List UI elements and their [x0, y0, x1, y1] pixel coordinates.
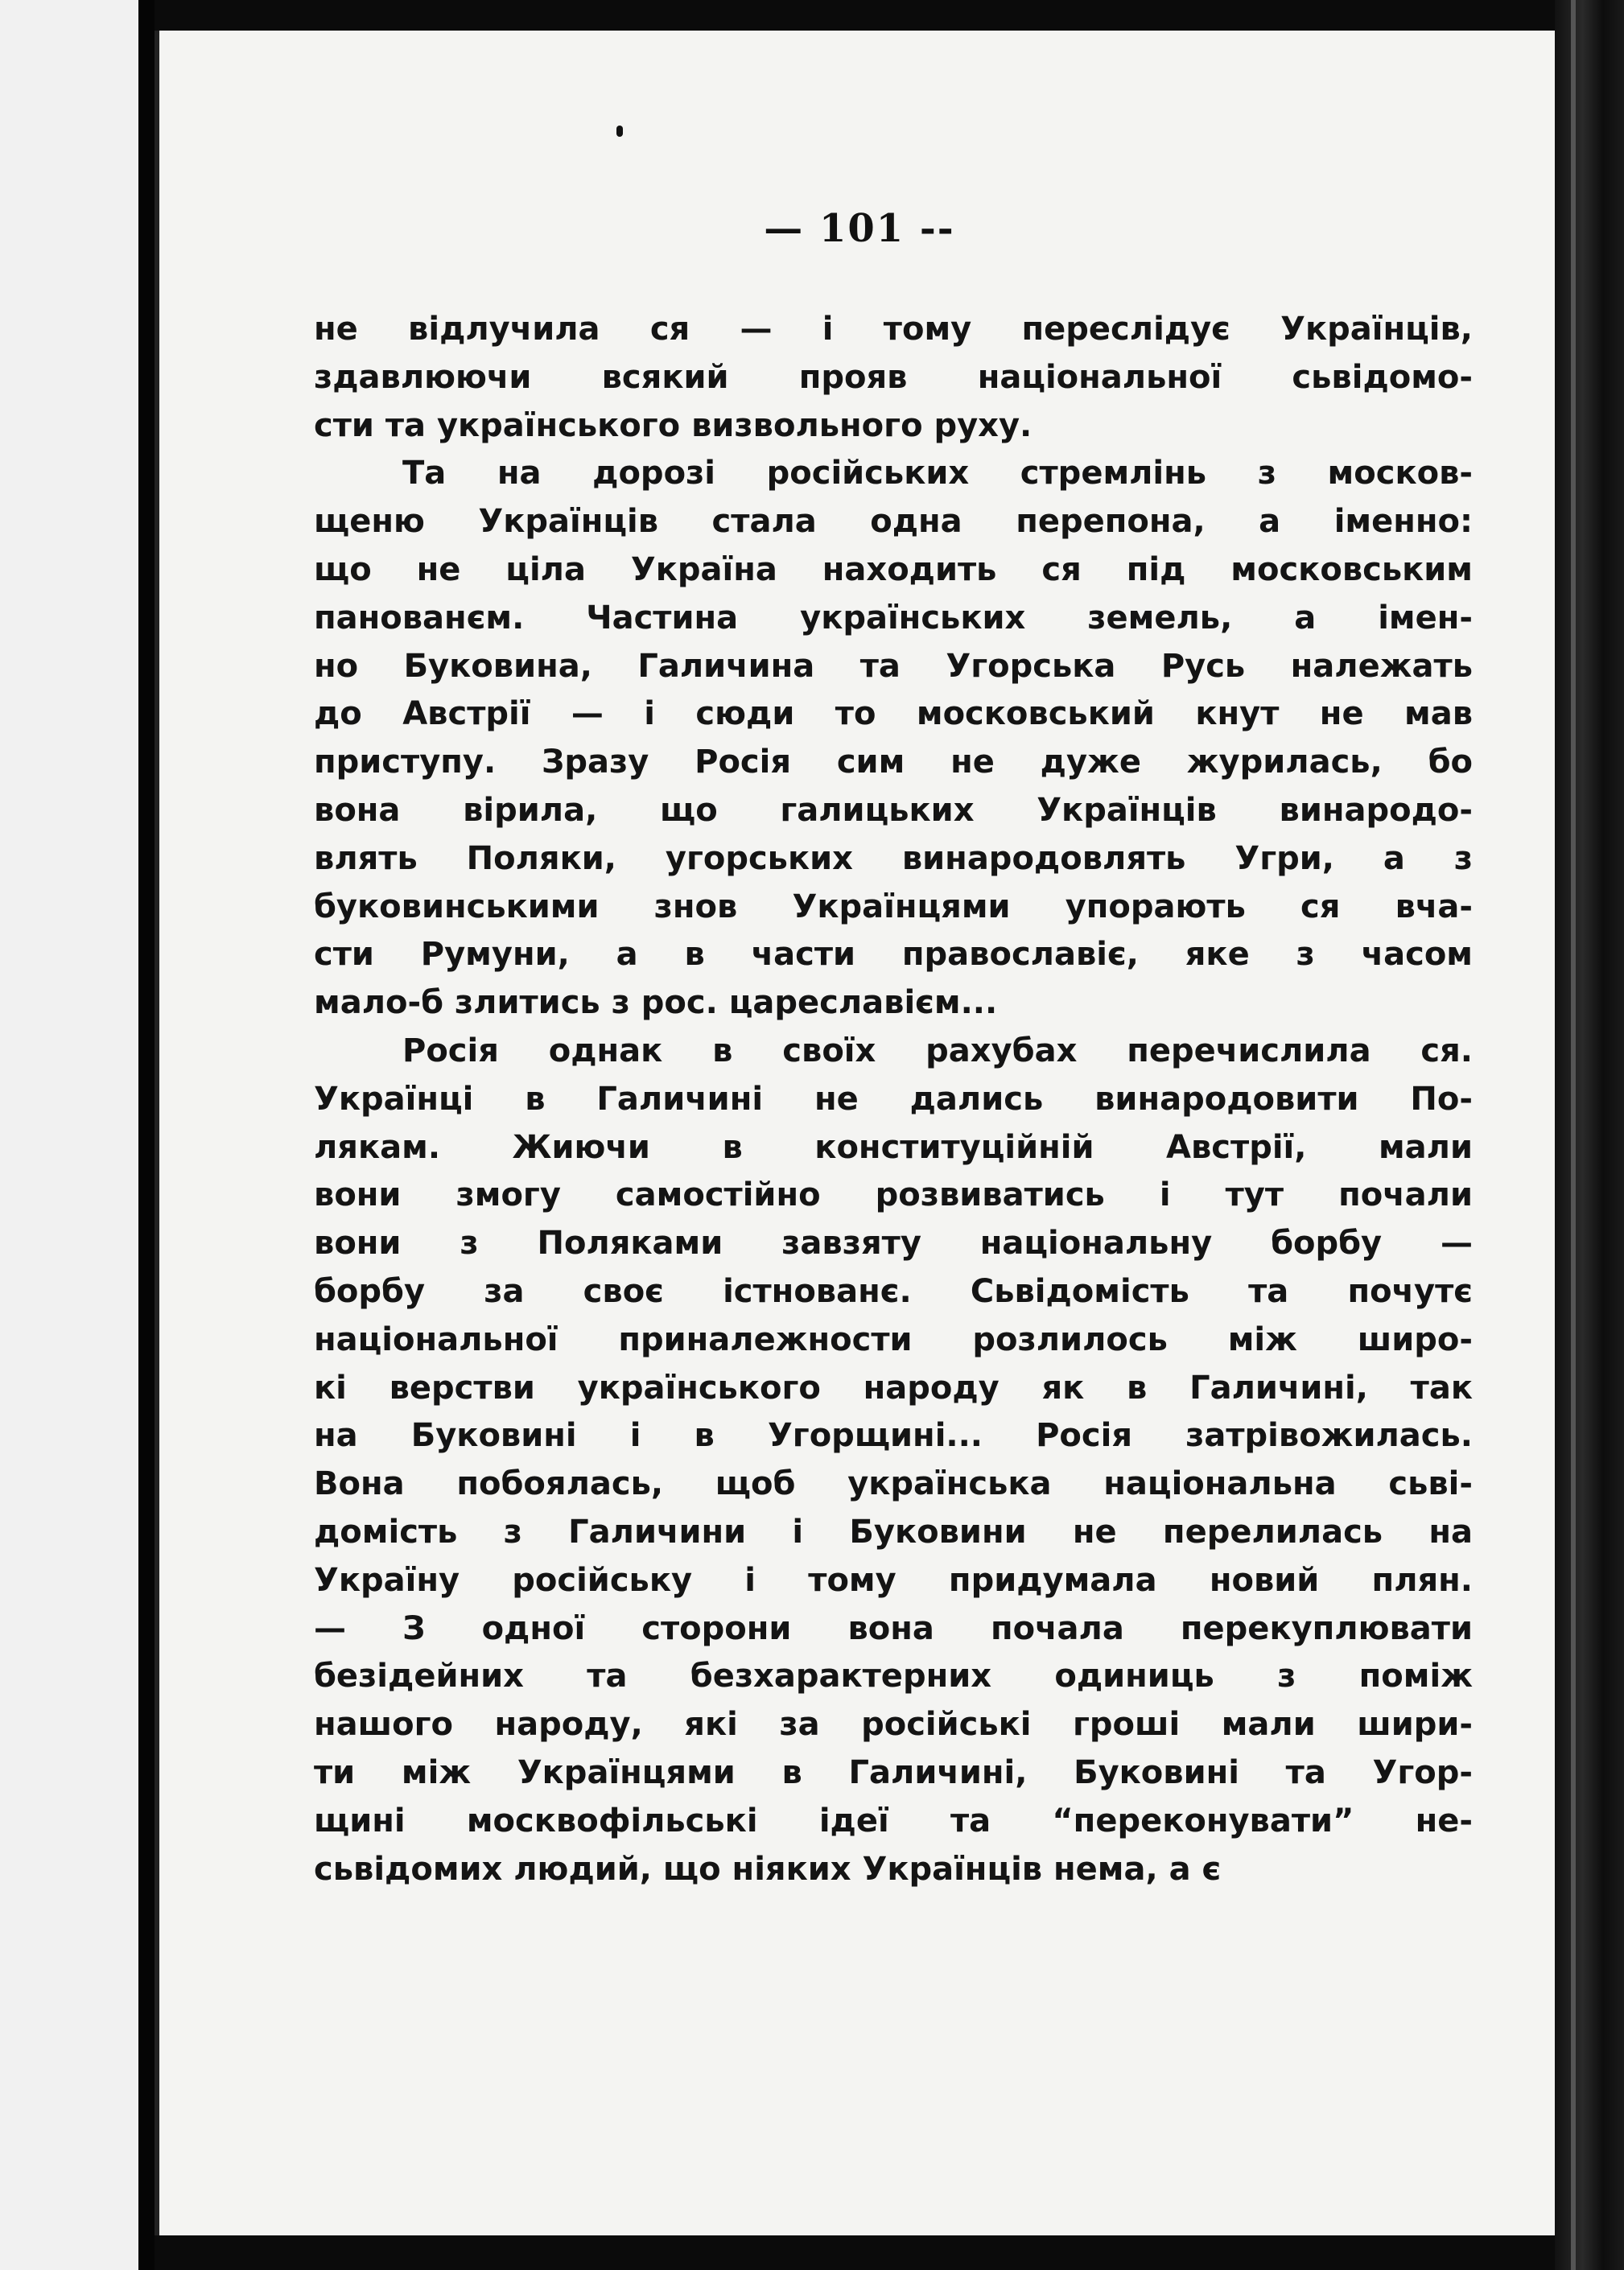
previous-page-edge — [0, 0, 138, 2270]
text-line: вона вірила, що галицьких Українців винародо- — [314, 791, 1473, 829]
gutter-shadow — [138, 0, 155, 2270]
text-line: буковинськими знов Українцями упорають ся вча- — [314, 888, 1473, 925]
book-page — [155, 31, 1560, 2235]
page-number: — 101 -- — [764, 206, 955, 251]
text-line: Вона побоялась, щоб українська національна сьві- — [314, 1465, 1473, 1503]
text-line: вони з Поляками завзяту національну борбу — — [314, 1225, 1473, 1263]
text-line: здавлюючи всякий прояв національної сьвідомо- — [314, 358, 1473, 396]
text-line: домість з Галичини і Буковини не перелилась на — [314, 1513, 1473, 1551]
text-line: кі верстви українського народу як в Галичині, так — [314, 1369, 1473, 1407]
text-line: не відлучила ся — і тому переслідує Українців, — [314, 311, 1473, 348]
text-line: сьвідомих людий, що ніяких Українців нема, а є — [314, 1850, 1222, 1888]
text-line: вони змогу самостійно розвиватись і тут почали — [314, 1176, 1473, 1214]
text-line: до Австрії — і сюди то московський кнут не мав — [314, 695, 1473, 733]
text-line: — З одної сторони вона почала перекуплювати — [314, 1609, 1473, 1647]
ink-speck — [616, 126, 623, 137]
text-line: лякам. Жиючи в конституційній Австрії, мали — [314, 1128, 1473, 1166]
text-line: борбу за своє істнованє. Сьвідомість та почутє — [314, 1272, 1473, 1310]
text-line: Росія однак в своїх рахубах перечислила ся. — [402, 1032, 1473, 1069]
text-line: панованєм. Частина українських земель, а імен- — [314, 599, 1473, 637]
book-spine-edge — [1555, 0, 1624, 2270]
text-line: ти між Українцями в Галичині, Буковині та Угор- — [314, 1753, 1473, 1791]
text-line: щеню Українців стала одна перепона, а іменно: — [314, 503, 1473, 541]
paragraph — [314, 306, 1473, 450]
text-line: мало-б злитись з рос. цареславієм... — [314, 984, 998, 1022]
text-line: сти Румуни, а в части православіє, яке з часом — [314, 936, 1473, 974]
text-line: щині москвофільські ідеї та “переконувати” не- — [314, 1802, 1473, 1839]
text-line: національної приналежности розлилось між широ- — [314, 1320, 1473, 1358]
text-line: сти та українського визвольного руху. — [314, 406, 1033, 444]
text-line: Та на дорозі російських стремлінь з москов- — [402, 455, 1473, 492]
paragraph — [314, 450, 1473, 1028]
text-line: Україну російську і тому придумала новий плян. — [314, 1561, 1473, 1599]
text-line: на Буковині і в Угорщині... Росія затрівожилась. — [314, 1417, 1473, 1455]
text-line: що не ціла Україна находить ся під московським — [314, 550, 1473, 588]
text-line: но Буковина, Галичина та Угорська Русь належать — [314, 647, 1473, 685]
text-line: Українці в Галичині не дались винародовити По- — [314, 1080, 1473, 1118]
text-line: нашого народу, які за російські гроші мали шири- — [314, 1706, 1473, 1744]
body-text — [314, 306, 1473, 1893]
paragraph — [314, 1028, 1473, 1893]
text-line: приступу. Зразу Росія сим не дуже журилась, бо — [314, 744, 1473, 781]
text-line: влять Поляки, угорських винародовлять Угри, а з — [314, 839, 1473, 877]
text-line: безідейних та безхарактерних одиниць з поміж — [314, 1658, 1473, 1695]
